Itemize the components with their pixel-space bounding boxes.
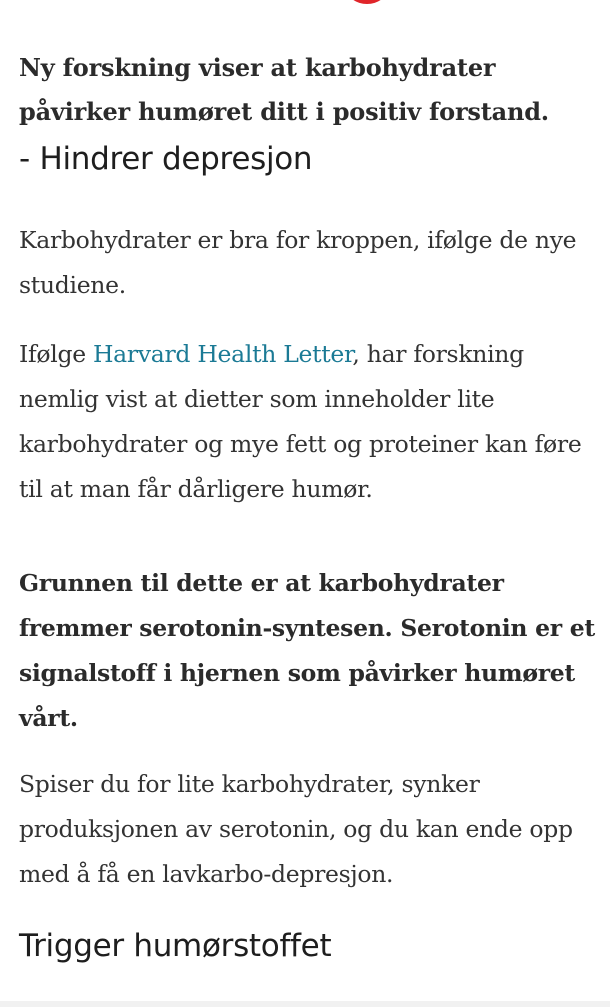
bottom-divider [0,1001,610,1007]
paragraph-harvard-after: , har forskning nemlig vist at dietter som inneholder lite karbohydrater og mye fett og proteiner kan føre til at man får dårligere humør. [19,340,582,503]
article-lead: Ny forskning viser at karbohydrater påvirker humøret ditt i positiv forstand. [19,53,549,126]
section-heading-trigger-humorstoffet: Trigger humørstoffet [19,928,332,964]
harvard-health-letter-link[interactable]: Harvard Health Letter [92,340,353,368]
record-badge-icon [347,0,387,4]
paragraph-harvard [19,332,599,512]
section-heading-hindrer-depresjon: - Hindrer depresjon [19,141,313,177]
paragraph-harvard-before: Ifølge [19,340,93,368]
paragraph-serotonin-bold: Grunnen til dette er at karbohydrater fremmer serotonin-syntesen. Serotonin er et signalstoff i hjernen som påvirker humøret vårt. [19,569,595,732]
paragraph-carbs-good: Karbohydrater er bra for kroppen, ifølge de nye studiene. [19,226,577,299]
paragraph-lowcarb-depression: Spiser du for lite karbohydrater, synker produksjonen av serotonin, og du kan ende opp med å få en lavkarbo-depresjon. [19,770,573,888]
